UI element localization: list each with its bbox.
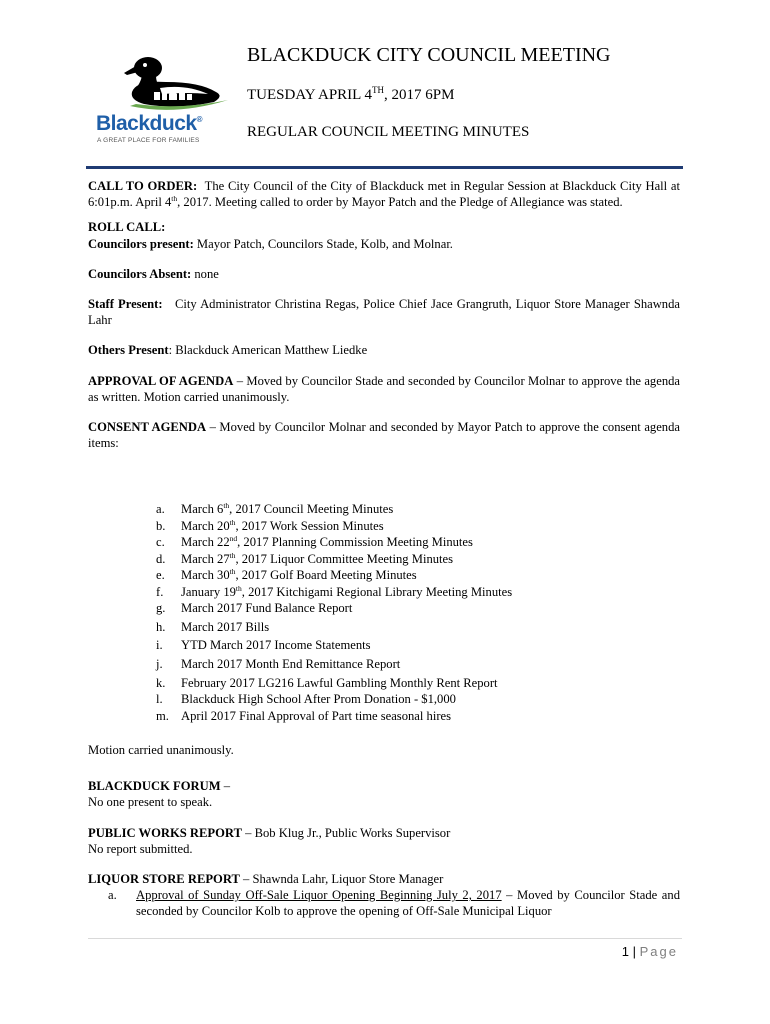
- page-word: Page: [639, 944, 678, 959]
- list-item: j. March 2017 Month End Remittance Report: [156, 657, 401, 671]
- list-item: f. January 19th, 2017 Kitchigami Regional Library Meeting Minutes: [156, 583, 513, 599]
- forum-text: No one present to speak.: [88, 795, 213, 810]
- others-present: Others Present: Blackduck American Matthew Liedke: [88, 343, 368, 358]
- councilors-absent: Councilors Absent: none: [88, 266, 219, 281]
- minutes-body-lower: [88, 742, 680, 920]
- consent-agenda: CONSENT AGENDA – Moved by Councilor Molnar and seconded by Mayor Patch to approve the consent agenda items:: [88, 420, 680, 451]
- list-item: c. March 22nd, 2017 Planning Commission Meeting Minutes: [156, 533, 473, 549]
- public-works-note: No report submitted.: [88, 841, 193, 856]
- logo-tagline: A GREAT PLACE FOR FAMILIES: [97, 137, 200, 144]
- staff-present: Staff Present: City Administrator Christina Regas, Police Chief Jace Grangruth, Liquor Store Manager Shawnda Lahr: [88, 297, 680, 328]
- page-footer: 1 | Page: [621, 944, 678, 959]
- meeting-date: TUESDAY APRIL 4TH, 2017 6PM: [247, 85, 455, 103]
- list-item: g. March 2017 Fund Balance Report: [156, 601, 353, 615]
- meeting-subtitle: REGULAR COUNCIL MEETING MINUTES: [247, 124, 530, 140]
- consent-motion: Motion carried unanimously.: [88, 743, 234, 757]
- public-works-heading: PUBLIC WORKS REPORT – Bob Klug Jr., Public Works Supervisor: [88, 825, 451, 840]
- page-number: 1: [621, 944, 630, 959]
- meeting-title: BLACKDUCK CITY COUNCIL MEETING: [247, 44, 611, 66]
- liquor-store-heading: LIQUOR STORE REPORT – Shawnda Lahr, Liquor Store Manager: [88, 872, 444, 887]
- list-item: d. March 27th, 2017 Liquor Committee Meeting Minutes: [156, 550, 454, 566]
- roll-call-label: ROLL CALL:: [88, 220, 166, 235]
- list-item: e. March 30th, 2017 Golf Board Meeting Minutes: [156, 566, 417, 582]
- councilors-present: Councilors present: Mayor Patch, Councilors Stade, Kolb, and Molnar.: [88, 236, 453, 251]
- logo-wordmark: Blackduck®: [96, 112, 202, 135]
- list-item: l. Blackduck High School After Prom Donation - $1,000: [156, 692, 456, 706]
- duck-icon: [96, 52, 240, 114]
- minutes-body: [88, 178, 680, 451]
- list-item: a. March 6th, 2017 Council Meeting Minutes: [156, 500, 394, 516]
- list-item: m. April 2017 Final Approval of Part time seasonal hires: [156, 709, 452, 723]
- footer-divider: [88, 938, 682, 939]
- header-divider: [86, 166, 683, 169]
- liquor-item-title: Approval of Sunday Off-Sale Liquor Opening Beginning July 2, 2017: [136, 888, 502, 903]
- call-to-order-section: CALL TO ORDER: The City Council of the City of Blackduck met in Regular Session at Blackduck City Hall at 6:01p.m. April 4th, 2017. Meeting called to order by Mayor Patch and the Pledge of Allegiance was stated.: [88, 179, 680, 210]
- liquor-store-item: a. Approval of Sunday Off-Sale Liquor Opening Beginning July 2, 2017 – Moved by Councilor Stade and seconded by Councilor Kolb to approve the opening of Off-Sale Municipal Liquor: [108, 888, 680, 919]
- list-item: k. February 2017 LG216 Lawful Gambling Monthly Rent Report: [156, 676, 498, 690]
- approval-of-agenda: APPROVAL OF AGENDA – Moved by Councilor Stade and seconded by Councilor Molnar to approve the agenda as written. Motion carried unanimously.: [88, 373, 681, 404]
- list-item: i. YTD March 2017 Income Statements: [156, 638, 371, 652]
- call-to-order-label: CALL TO ORDER:: [88, 179, 198, 193]
- list-item: h. March 2017 Bills: [156, 620, 270, 634]
- blackduck-logo: [96, 52, 240, 150]
- list-item: b. March 20th, 2017 Work Session Minutes: [156, 517, 384, 533]
- forum-heading: BLACKDUCK FORUM –: [88, 779, 231, 794]
